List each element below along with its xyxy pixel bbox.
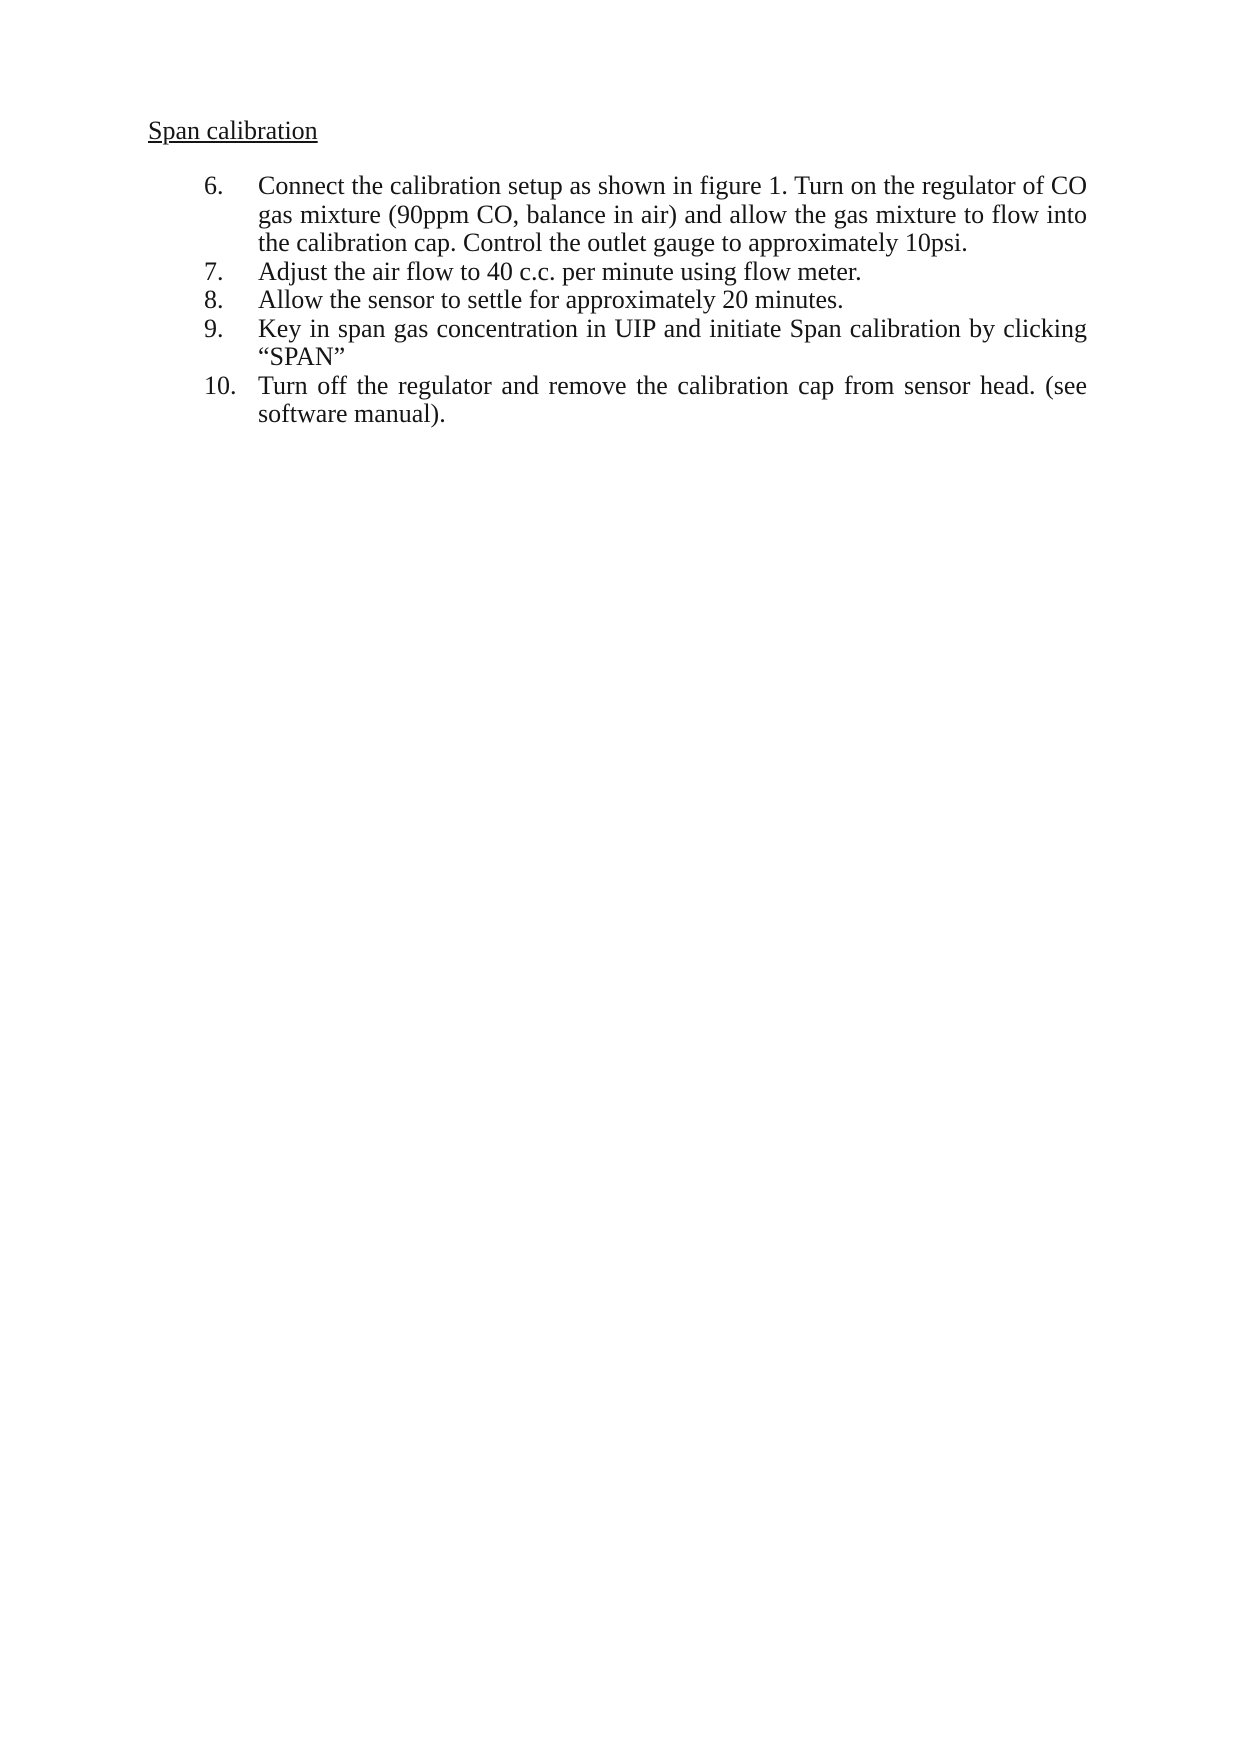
list-item — [204, 172, 1087, 258]
list-item-text: Adjust the air flow to 40 c.c. per minute using flow meter. — [258, 256, 862, 286]
list-item-text: Turn off the regulator and remove the calibration cap from sensor head. (see software manual). — [258, 370, 1087, 428]
list-item — [204, 258, 1087, 287]
list-item — [204, 315, 1087, 372]
list-item-text: Connect the calibration setup as shown in figure 1. Turn on the regulator of CO gas mixture (90ppm CO, balance in air) and allow the gas mixture to flow into the calibration cap. Control the outlet gauge to approximately 10psi. — [258, 171, 1087, 257]
list-item-text: Key in span gas concentration in UIP and initiate Span calibration by clicking “SPAN” — [258, 313, 1087, 371]
list-item — [204, 286, 1087, 315]
list-item-text: Allow the sensor to settle for approximately 20 minutes. — [258, 285, 844, 314]
list-item-number: 8. — [204, 285, 224, 314]
section-heading: Span calibration — [148, 116, 318, 145]
list-item — [204, 372, 1087, 429]
list-item-number: 9. — [204, 313, 224, 343]
numbered-list — [204, 172, 1087, 429]
list-item-number: 7. — [204, 256, 224, 286]
list-item-number: 6. — [204, 171, 224, 200]
list-item-number: 10. — [204, 370, 237, 400]
